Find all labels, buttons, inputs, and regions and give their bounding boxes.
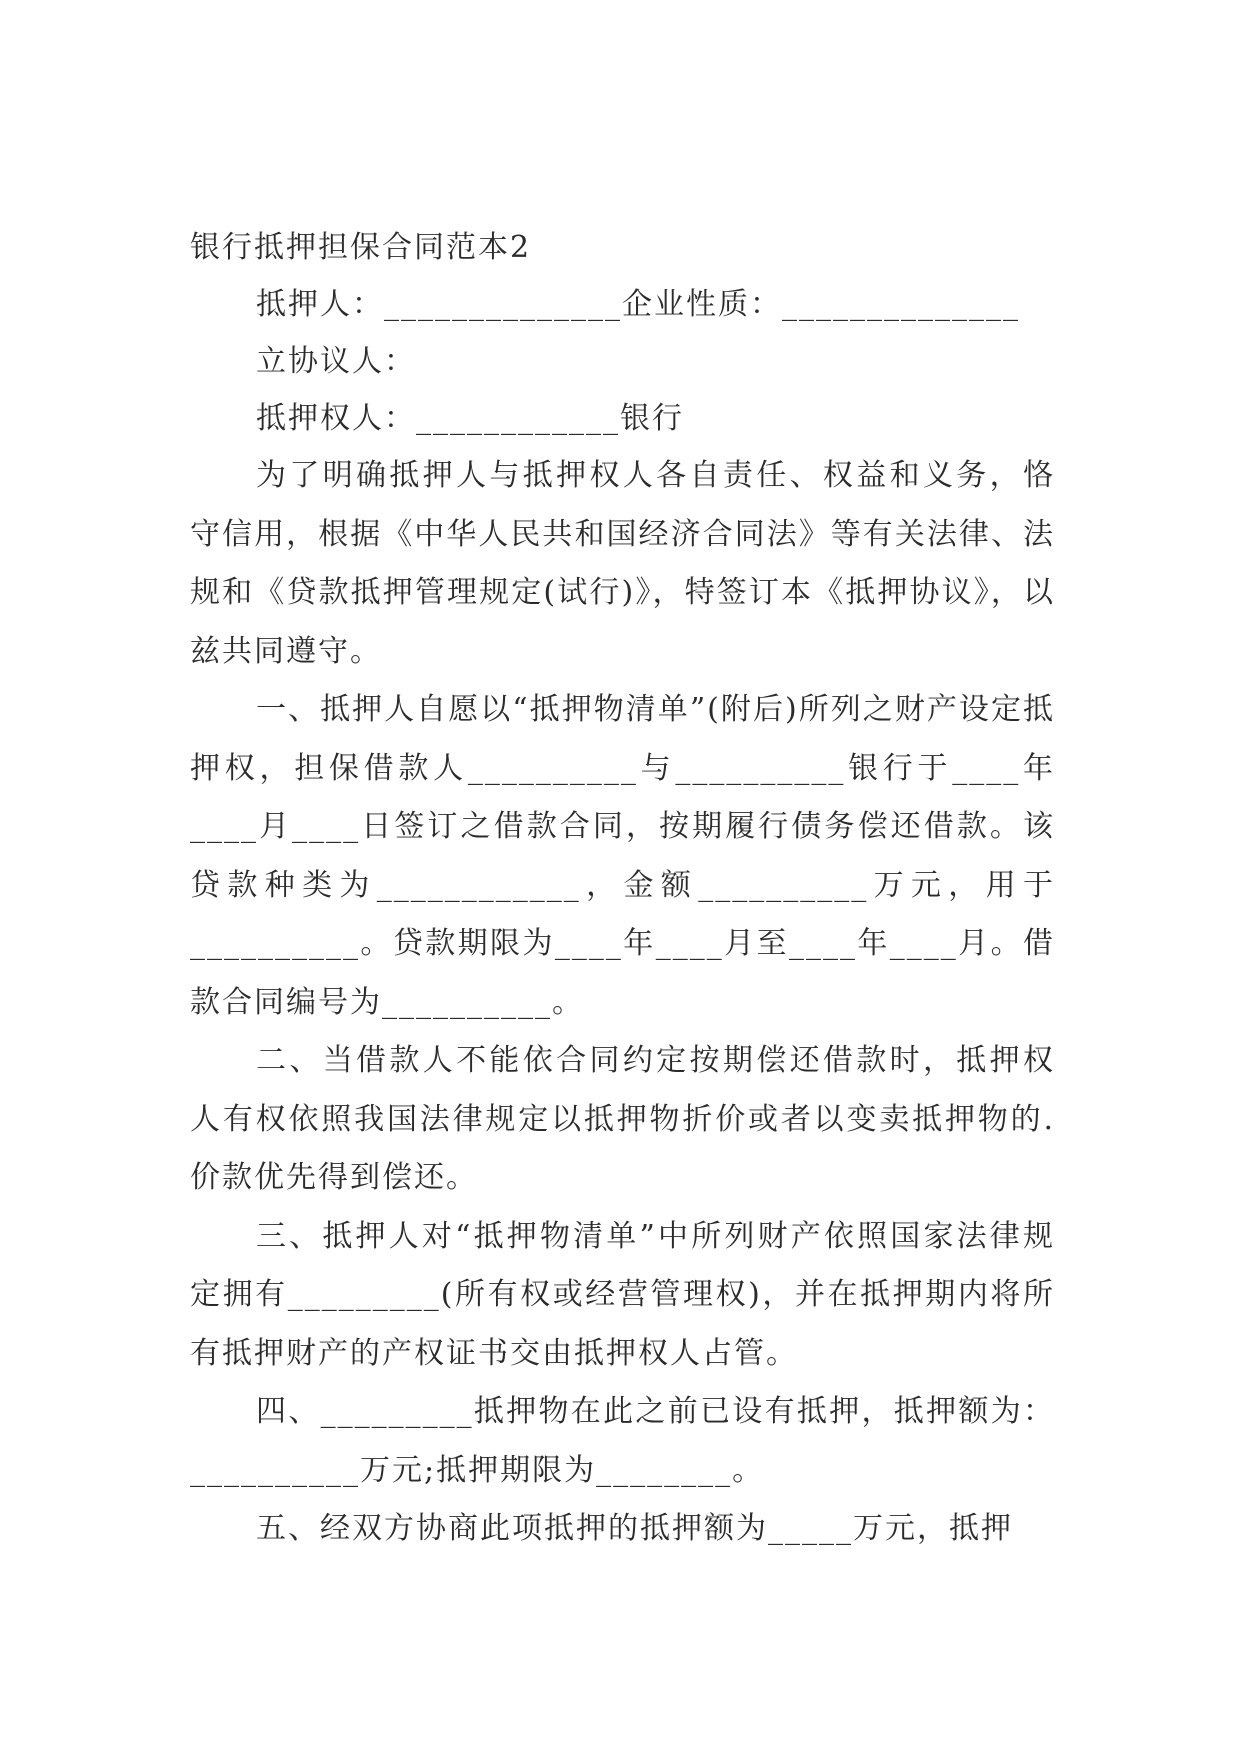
preamble-paragraph: 为了明确抵押人与抵押权人各自责任、权益和义务，恪守信用，根据《中华人民共和国经济合同法》等有关法律、法规和《贷款抵押管理规定(试行)》，特签订本《抵押协议》，以兹共同遵守。 [190,458,1055,669]
clause-2-paragraph: 二、当借款人不能依合同约定按期偿还借款时，抵押权人有权依照我国法律规定以抵押物折价或者以变卖抵押物的.价款优先得到偿还。 [190,1043,1055,1195]
mortgagor-field-line: 抵押人：______________企业性质：______________ [256,287,1020,322]
document-body [190,219,1055,1559]
document-title: 银行抵押担保合同范本2 [190,230,532,265]
clause-5-paragraph: 五、经双方协商此项抵押的抵押额为_____万元，抵押 [256,1511,1013,1546]
clause-1-paragraph: 一、抵押人自愿以“抵押物清单”(附后)所列之财产设定抵押权，担保借款人__________与__________银行于____年____月____日签订之借款合同，按期履行债务偿还借款。该贷款种类为____________，金额__________万元，用于__________。贷款期限为____年____月至____年____月。借款合同编号为__________。 [190,692,1055,1020]
mortgagee-field-line: 抵押权人：____________银行 [256,401,684,436]
agreement-party-line: 立协议人： [256,344,416,379]
clause-4-paragraph: 四、_________抵押物在此之前已设有抵押，抵押额为：__________万元;抵押期限为________。 [190,1394,1055,1488]
clause-3-paragraph: 三、抵押人对“抵押物清单”中所列财产依照国家法律规定拥有_________(所有权或经营管理权)，并在抵押期内将所有抵押财产的产权证书交由抵押权人占管。 [190,1218,1055,1371]
